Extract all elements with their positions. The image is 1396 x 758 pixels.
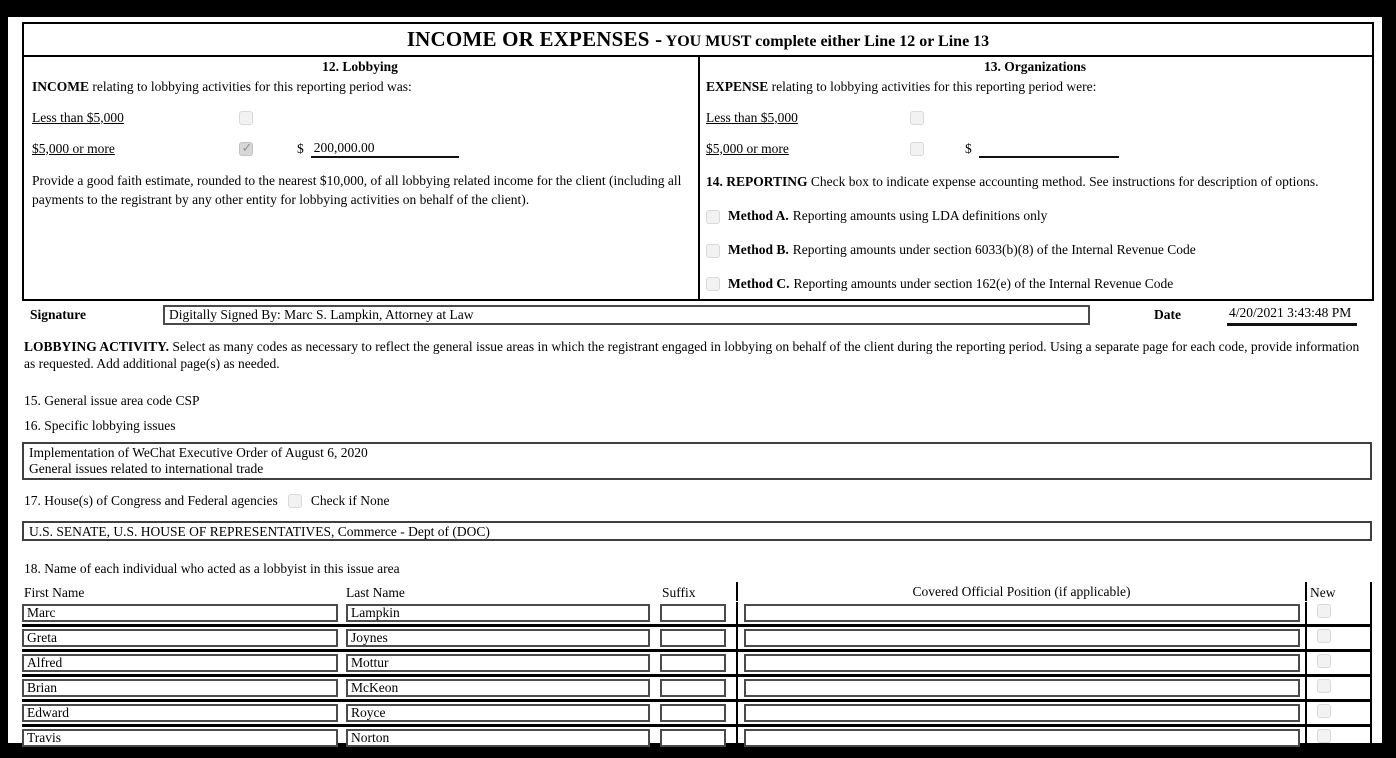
issue-line: General issues related to international trade	[29, 460, 264, 476]
table-row	[22, 652, 1370, 677]
income-less-checkbox[interactable]	[239, 111, 253, 125]
method-b-checkbox[interactable]	[706, 244, 720, 258]
line-12-label: 12. Lobbying	[322, 59, 398, 75]
table-row	[22, 627, 1370, 652]
last-name-field[interactable]: Joynes	[346, 629, 650, 647]
last-name-field[interactable]: Lampkin	[346, 604, 650, 622]
col-header-suffix: Suffix	[662, 584, 696, 600]
form-page	[8, 17, 1382, 746]
last-name-field[interactable]: Mottur	[346, 654, 650, 672]
first-name-field[interactable]: Travis	[22, 729, 338, 747]
suffix-field[interactable]	[660, 704, 726, 722]
expense-less-checkbox[interactable]	[910, 111, 924, 125]
expense-more-label: $5,000 or more	[706, 140, 789, 156]
expense-currency-sign: $	[965, 141, 972, 157]
last-name-field[interactable]: McKeon	[346, 679, 650, 697]
new-checkbox[interactable]	[1317, 604, 1331, 618]
date-label: Date	[1154, 306, 1181, 322]
first-name-field[interactable]: Greta	[22, 629, 338, 647]
suffix-field[interactable]	[660, 679, 726, 697]
signature-row	[22, 305, 1374, 326]
income-expenses-header	[24, 24, 1372, 57]
line-17: 17. House(s) of Congress and Federal agencies Check if None	[24, 492, 390, 508]
table-row	[22, 702, 1370, 727]
first-name-field[interactable]: Edward	[22, 704, 338, 722]
covered-position-field[interactable]	[744, 629, 1300, 647]
income-lead: INCOME relating to lobbying activities for this reporting period was:	[32, 79, 412, 95]
income-more-checkbox[interactable]	[239, 142, 253, 156]
first-name-field[interactable]: Marc	[22, 604, 338, 622]
date-value: 4/20/2021 3:43:48 PM	[1227, 305, 1357, 326]
table-row	[22, 602, 1370, 627]
col-header-new: New	[1310, 584, 1336, 600]
income-amount-field[interactable]: 200,000.00	[311, 140, 459, 158]
lobbyist-table	[22, 582, 1372, 752]
signature-field[interactable]: Digitally Signed By: Marc S. Lampkin, Attorney at Law	[163, 305, 1090, 325]
section-subtitle: YOU MUST complete either Line 12 or Line 13	[665, 33, 990, 50]
last-name-field[interactable]: Norton	[346, 729, 650, 747]
method-b-row: Method B. Reporting amounts under section 6033(b)(8) of the Internal Revenue Code	[706, 242, 1364, 259]
suffix-field[interactable]	[660, 604, 726, 622]
income-expenses-box	[22, 22, 1374, 301]
new-checkbox[interactable]	[1317, 679, 1331, 693]
col-header-first-name: First Name	[24, 584, 85, 600]
lobbying-activity-paragraph: LOBBYING ACTIVITY. Select as many codes as necessary to reflect the general issue areas in which the registrant engaged in lobbying on behalf of the client during the reporting period. Using a separate page for each code, provide information as requested. Add additional page(s) as needed.	[24, 338, 1360, 372]
covered-position-field[interactable]	[744, 729, 1300, 747]
col-header-position: Covered Official Position (if applicable)	[736, 582, 1307, 601]
covered-position-field[interactable]	[744, 704, 1300, 722]
section-12-lobbying	[24, 57, 700, 299]
lobbyist-table-header	[22, 582, 1370, 602]
table-row	[22, 727, 1370, 752]
new-checkbox[interactable]	[1317, 729, 1331, 743]
line-14-reporting: 14. REPORTING Check box to indicate expense accounting method. See instructions for description of options.	[706, 174, 1319, 189]
method-a-row: Method A. Reporting amounts using LDA definitions only	[706, 208, 1364, 225]
agencies-field[interactable]: U.S. SENATE, U.S. HOUSE OF REPRESENTATIVES, Commerce - Dept of (DOC)	[22, 521, 1372, 541]
method-a-checkbox[interactable]	[706, 210, 720, 224]
income-more-label: $5,000 or more	[32, 140, 115, 156]
line-13-label: 13. Organizations	[983, 59, 1086, 75]
covered-position-field[interactable]	[744, 679, 1300, 697]
table-row	[22, 677, 1370, 702]
check-if-none-checkbox[interactable]	[288, 494, 302, 508]
covered-position-field[interactable]	[744, 604, 1300, 622]
expense-more-checkbox[interactable]	[910, 142, 924, 156]
expense-lead: EXPENSE relating to lobbying activities for this reporting period were:	[706, 79, 1097, 95]
new-checkbox[interactable]	[1317, 704, 1331, 718]
expense-less-label: Less than $5,000	[706, 109, 798, 125]
col-header-last-name: Last Name	[346, 584, 405, 600]
suffix-field[interactable]	[660, 729, 726, 747]
section-title: INCOME OR EXPENSES -	[406, 27, 663, 51]
section-13-organizations	[700, 57, 1372, 299]
specific-issues-field[interactable]	[22, 442, 1372, 480]
new-checkbox[interactable]	[1317, 629, 1331, 643]
income-note: Provide a good faith estimate, rounded to the nearest $10,000, of all lobbying related income for the client (including all payments to the registrant by any other entity for lobbying activities on behalf of the client).	[32, 173, 682, 207]
suffix-field[interactable]	[660, 629, 726, 647]
income-less-label: Less than $5,000	[32, 109, 124, 125]
expense-amount-field[interactable]	[979, 140, 1119, 158]
signature-label: Signature	[30, 306, 87, 322]
line-16: 16. Specific lobbying issues	[24, 417, 176, 433]
issue-line: Implementation of WeChat Executive Order of August 6, 2020	[29, 444, 368, 460]
income-currency-sign: $	[297, 141, 304, 157]
issue-area-code: CSP	[175, 392, 200, 408]
first-name-field[interactable]: Brian	[22, 679, 338, 697]
suffix-field[interactable]	[660, 654, 726, 672]
line-18: 18. Name of each individual who acted as a lobbyist in this issue area	[24, 560, 400, 576]
first-name-field[interactable]: Alfred	[22, 654, 338, 672]
covered-position-field[interactable]	[744, 654, 1300, 672]
new-checkbox[interactable]	[1317, 654, 1331, 668]
line-15: 15. General issue area code CSP	[24, 392, 200, 408]
check-if-none-label: Check if None	[310, 492, 390, 508]
method-c-row: Method C. Reporting amounts under section 162(e) of the Internal Revenue Code	[706, 276, 1364, 293]
last-name-field[interactable]: Royce	[346, 704, 650, 722]
method-c-checkbox[interactable]	[706, 277, 720, 291]
